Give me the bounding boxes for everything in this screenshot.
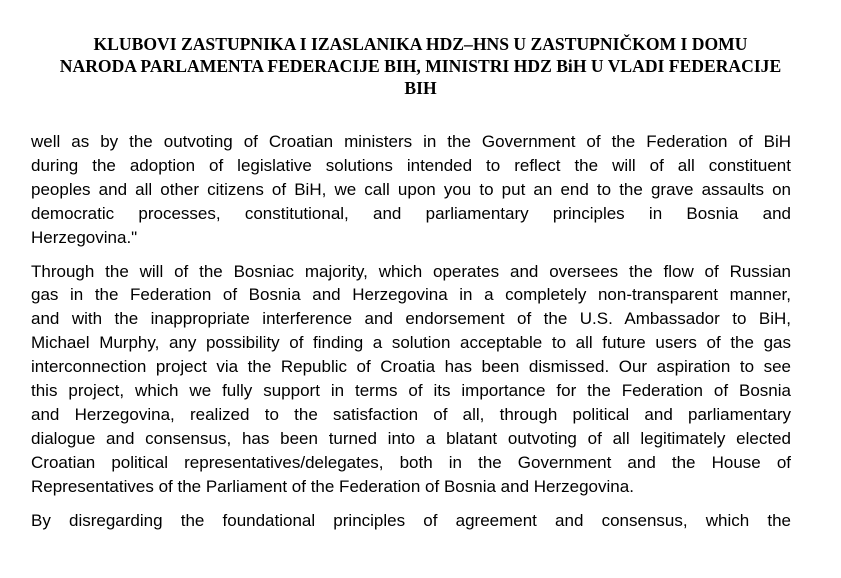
text-line: Through the will of the Bosniac majority, which operates and oversees the flow of Russian [31, 261, 791, 281]
text-line: during the adoption of legislative solutions intended to reflect the will of all constituent [31, 155, 791, 175]
document-body [31, 130, 791, 543]
text-line: Croatian political representatives/delegates, both in the Government and the House of [31, 452, 791, 472]
paragraph-1 [31, 130, 791, 250]
text-line: gas in the Federation of Bosnia and Herzegovina in a completely non-transparent manner, [31, 285, 791, 305]
text-line: well as by the outvoting of Croatian ministers in the Government of the Federation of BiH [31, 132, 791, 151]
document-header [20, 33, 821, 99]
header-line: KLUBOVI ZASTUPNIKA I IZASLANIKA HDZ–HNS U ZASTUPNIČKOM I DOMU [93, 34, 748, 54]
text-line: and Herzegovina, realized to the satisfaction of all, through political and parliamentary [31, 404, 791, 424]
text-line: Michael Murphy, any possibility of finding a solution acceptable to all future users of the gas [31, 333, 791, 353]
text-line: dialogue and consensus, has been turned into a blatant outvoting of all legitimately elected [31, 428, 791, 448]
paragraph-3 [31, 509, 791, 533]
text-line: By disregarding the foundational principles of agreement and consensus, which the [31, 510, 791, 530]
header-line: BIH [404, 78, 437, 98]
text-line: this project, which we fully support in terms of its importance for the Federation of Bosnia [31, 381, 791, 401]
header-line: NARODA PARLAMENTA FEDERACIJE BIH, MINISTRI HDZ BiH U VLADI FEDERACIJE [59, 56, 782, 76]
text-line: peoples and all other citizens of BiH, we call upon you to put an end to the grave assaults on [31, 179, 791, 199]
text-line: Herzegovina." [31, 227, 138, 247]
text-line: democratic processes, constitutional, and parliamentary principles in Bosnia and [31, 203, 791, 223]
text-line: Representatives of the Parliament of the Federation of Bosnia and Herzegovina. [31, 476, 634, 496]
paragraph-2 [31, 260, 791, 499]
text-line: interconnection project via the Republic of Croatia has been dismissed. Our aspiration to see [31, 357, 791, 377]
text-line: and with the inappropriate interference and endorsement of the U.S. Ambassador to BiH, [31, 309, 791, 329]
